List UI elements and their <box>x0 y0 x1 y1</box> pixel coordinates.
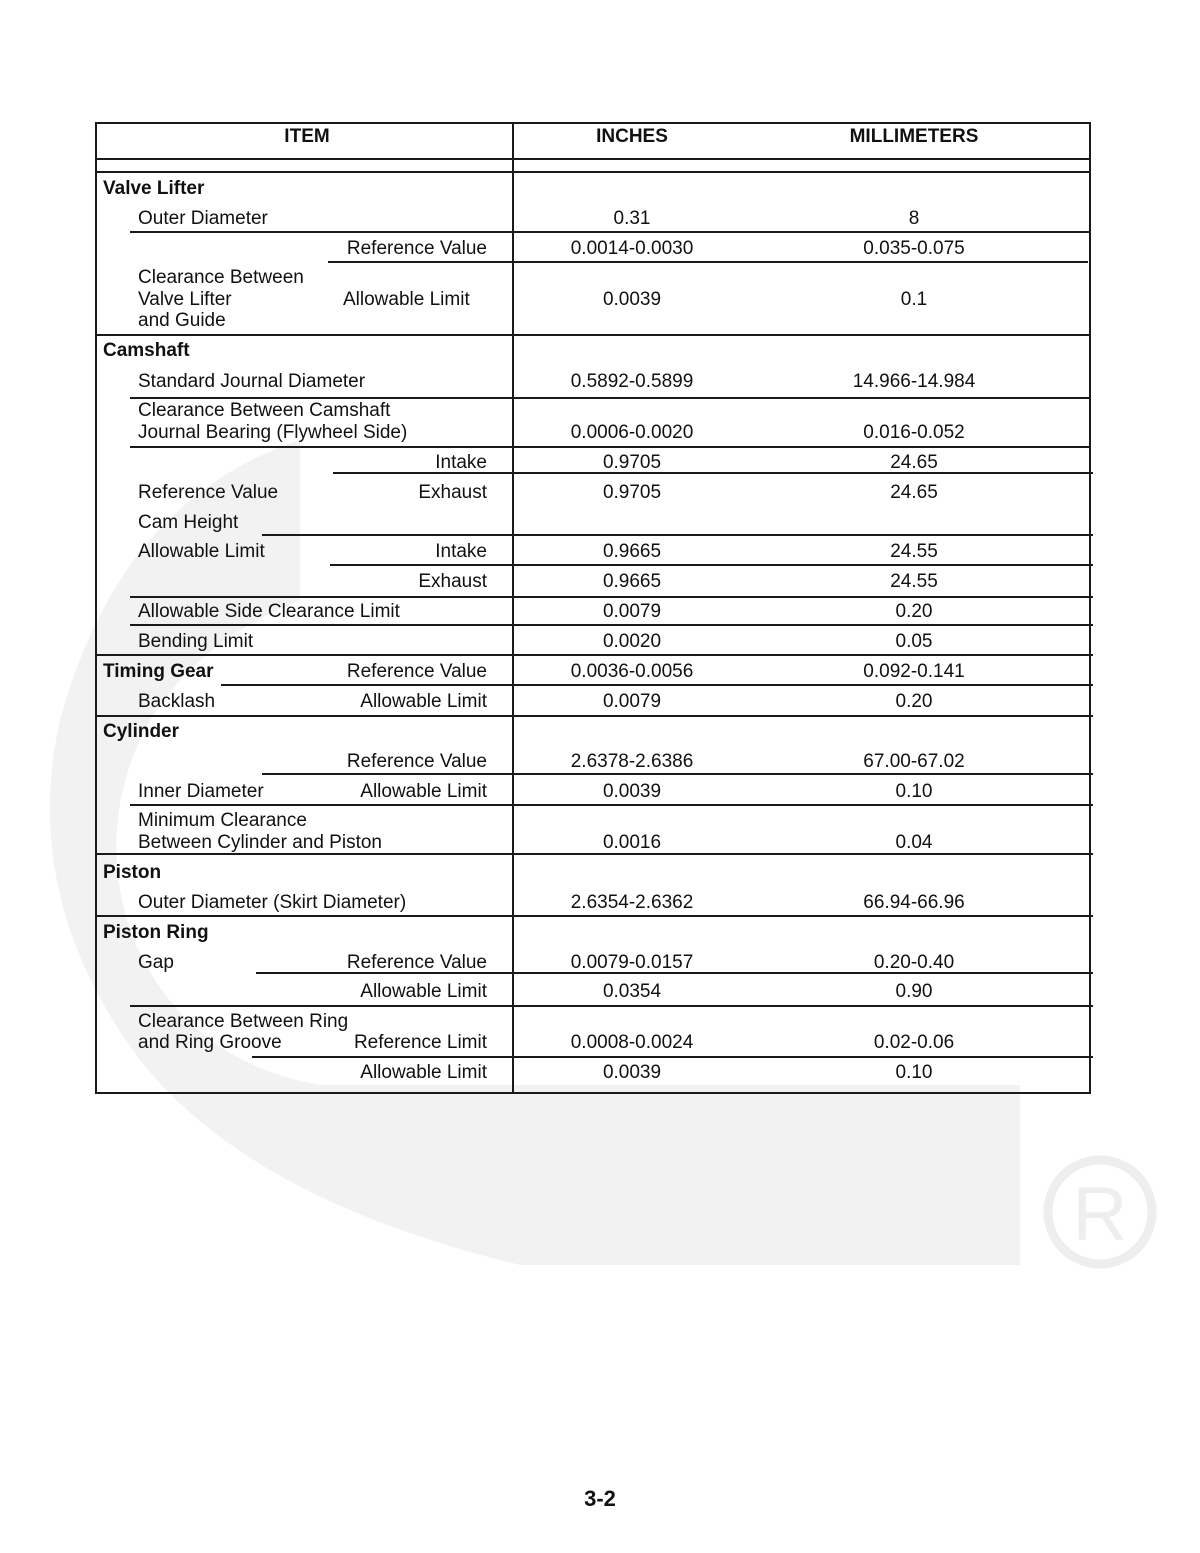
value-mm: 0.1 <box>900 289 928 310</box>
column-divider <box>512 122 514 1094</box>
row-rule <box>130 397 1091 399</box>
row-rule <box>330 564 1093 566</box>
sub-label: Reference Value <box>346 952 487 973</box>
row-rule <box>130 624 1093 626</box>
sub-label: Allowable Limit <box>360 981 487 1002</box>
row-label: Standard Journal Diameter <box>138 371 366 392</box>
sub-label: Allowable Limit <box>360 1062 487 1083</box>
row-rule <box>130 231 1091 233</box>
section-rule <box>95 334 1091 336</box>
value-inches: 0.0079-0.0157 <box>570 952 694 973</box>
value-inches: 2.6378-2.6386 <box>570 751 694 772</box>
section-rule <box>95 654 1093 656</box>
svg-text:R: R <box>1072 1172 1128 1257</box>
section-title: Piston Ring <box>103 922 209 943</box>
sub-label: Intake <box>435 541 487 562</box>
header-rule <box>95 158 1091 160</box>
row-label: Gap <box>138 952 174 973</box>
value-inches: 0.0036-0.0056 <box>570 661 694 682</box>
value-mm: 0.092-0.141 <box>863 661 965 682</box>
header-inches: INCHES <box>596 126 668 147</box>
header-rule <box>95 171 1091 173</box>
row-label: Clearance Between <box>138 267 304 288</box>
sub-label: Exhaust <box>418 571 487 592</box>
header-item: ITEM <box>284 126 330 147</box>
value-inches: 0.5892-0.5899 <box>570 371 694 392</box>
row-label: Backlash <box>138 691 216 712</box>
value-mm: 0.016-0.052 <box>863 422 965 443</box>
section-title: Timing Gear <box>103 661 214 682</box>
section-rule <box>95 715 1093 717</box>
value-mm: 24.55 <box>890 571 938 592</box>
row-label: Outer Diameter <box>138 208 268 229</box>
section-title: Piston <box>103 862 162 883</box>
value-mm: 24.65 <box>890 482 938 503</box>
value-inches: 0.0014-0.0030 <box>570 238 694 259</box>
section-rule <box>95 915 1093 917</box>
section-title: Valve Lifter <box>103 178 205 199</box>
row-rule <box>328 261 1088 263</box>
value-inches: 0.9705 <box>602 482 662 503</box>
value-mm: 0.10 <box>895 1062 933 1083</box>
row-label: Valve Lifter <box>138 289 232 310</box>
row-label: Cam Height <box>138 512 239 533</box>
header-millimeters: MILLIMETERS <box>849 126 979 147</box>
value-inches: 0.0079 <box>602 601 662 622</box>
row-label: Allowable Limit <box>138 541 265 562</box>
sub-label: Allowable Limit <box>360 691 487 712</box>
row-rule <box>130 804 1093 806</box>
sub-label: Intake <box>435 452 487 473</box>
value-mm: 0.20 <box>895 691 933 712</box>
row-label: Reference Value <box>138 482 279 503</box>
value-mm: 24.65 <box>890 452 938 473</box>
row-label: and Ring Groove <box>138 1032 282 1053</box>
section-title: Cylinder <box>103 721 180 742</box>
sub-label: Reference Value <box>346 661 487 682</box>
row-label: Clearance Between Ring <box>138 1011 349 1032</box>
row-label: Journal Bearing (Flywheel Side) <box>138 422 408 443</box>
value-inches: 0.9705 <box>602 452 662 473</box>
value-mm: 0.10 <box>895 781 933 802</box>
row-rule <box>130 596 1093 598</box>
value-inches: 0.9665 <box>602 571 662 592</box>
sub-label: Reference Value <box>346 238 487 259</box>
row-rule <box>130 1005 1093 1007</box>
row-label: Clearance Between Camshaft <box>138 400 391 421</box>
value-mm: 0.035-0.075 <box>863 238 965 259</box>
page-number: 3-2 <box>584 1486 616 1511</box>
value-mm: 14.966-14.984 <box>852 371 976 392</box>
value-mm: 0.20-0.40 <box>873 952 955 973</box>
row-label: Allowable Side Clearance Limit <box>138 601 400 622</box>
sub-label: Exhaust <box>418 482 487 503</box>
value-mm: 24.55 <box>890 541 938 562</box>
value-mm: 66.94-66.96 <box>863 892 965 913</box>
row-label: Bending Limit <box>138 631 254 652</box>
row-label: Outer Diameter (Skirt Diameter) <box>138 892 407 913</box>
value-inches: 0.0006-0.0020 <box>570 422 694 443</box>
row-label: Inner Diameter <box>138 781 264 802</box>
row-rule <box>262 773 1093 775</box>
value-inches: 0.0016 <box>602 832 662 853</box>
section-title: Camshaft <box>103 340 190 361</box>
value-inches: 0.0039 <box>602 1062 662 1083</box>
value-mm: 67.00-67.02 <box>863 751 965 772</box>
value-inches: 0.0354 <box>602 981 662 1002</box>
row-rule <box>221 684 1093 686</box>
value-inches: 0.0039 <box>602 781 662 802</box>
sub-label: Allowable Limit <box>360 781 487 802</box>
value-mm: 0.04 <box>895 832 933 853</box>
row-rule <box>130 446 1091 448</box>
value-inches: 0.0020 <box>602 631 662 652</box>
value-inches: 0.9665 <box>602 541 662 562</box>
value-mm: 0.05 <box>895 631 933 652</box>
value-mm: 0.02-0.06 <box>873 1032 955 1053</box>
value-mm: 0.20 <box>895 601 933 622</box>
value-inches: 2.6354-2.6362 <box>570 892 694 913</box>
sub-label: Allowable Limit <box>343 289 470 310</box>
section-rule <box>95 853 1093 855</box>
row-rule <box>252 1056 1093 1058</box>
value-inches: 0.31 <box>613 208 651 229</box>
row-label: and Guide <box>138 310 226 331</box>
value-inches: 0.0079 <box>602 691 662 712</box>
value-mm: 0.90 <box>895 981 933 1002</box>
row-label: Minimum Clearance <box>138 810 307 831</box>
row-label: Between Cylinder and Piston <box>138 832 382 853</box>
row-rule <box>262 534 1093 536</box>
sub-label: Reference Value <box>346 751 487 772</box>
value-inches: 0.0039 <box>602 289 662 310</box>
sub-label: Reference Limit <box>353 1032 487 1053</box>
value-mm: 8 <box>908 208 920 229</box>
value-inches: 0.0008-0.0024 <box>570 1032 694 1053</box>
